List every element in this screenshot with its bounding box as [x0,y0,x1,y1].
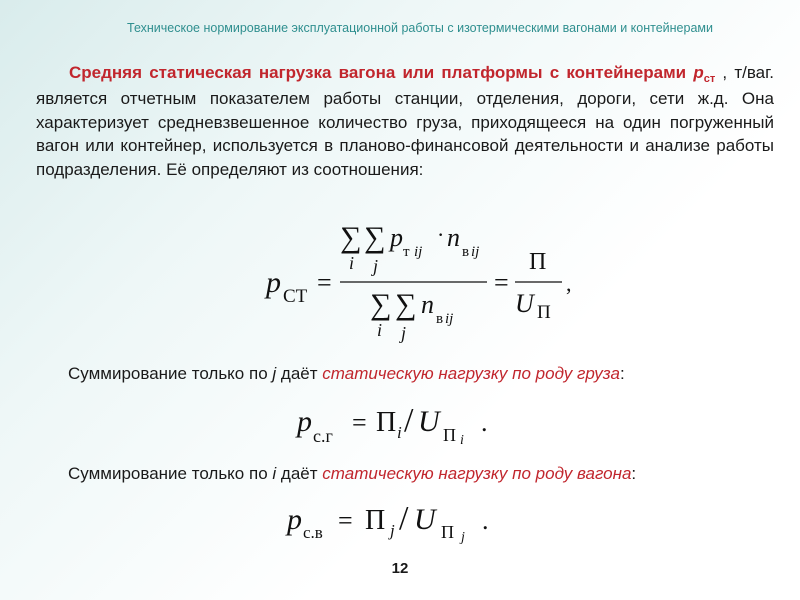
den-n: n [421,290,434,319]
num-p: p [390,223,403,252]
paragraph-body: , т/ваг. является отчетным показателем работы станции, отделения, дороги, сети ж.д. Она характеризует средневзвешенное количество груза, приходящееся на один погруженный вагон или контейнер, используется в планово-финансовой деятельности и анализе работы подразделения. Её определяют из соотношения: [36,63,774,179]
sum-j-mid: даёт [280,364,318,383]
cargo-den-sub: П [443,425,456,445]
wagon-num: П [365,505,386,536]
cargo-den: U [418,405,440,438]
num-n-idx: ij [471,244,480,260]
sum-by-j-text [68,364,625,384]
wagon-lhs: p [287,503,302,536]
cargo-num-idx: i [397,423,402,442]
sum-i-var: i [272,464,277,483]
rhs-den-sub: П [537,302,551,323]
sum-i-highlight: статическую нагрузку по роду вагона [322,464,632,483]
den-sigma-i: ∑ [370,288,392,321]
sum-j-prefix: Суммирование только по [68,364,268,383]
den-sum-i-label: i [377,320,383,340]
rhs-den-u: U [515,289,534,318]
num-n: n [447,223,460,252]
wagon-num-idx: j [390,521,395,540]
cargo-lhs-sub: с.г [313,426,333,446]
wagon-end: . [482,506,489,535]
lhs-p: p [266,266,281,299]
num-n-sub: в [462,244,470,260]
wagon-den-idx: j [461,530,465,545]
num-p-sub: т [403,244,410,260]
cargo-num: П [376,407,397,438]
lhs-sub: СТ [283,286,308,307]
wagon-lhs-sub: с.в [303,523,323,542]
paragraph-symbol-sub: ст [703,73,716,85]
rhs-comma: , [566,271,572,296]
num-sigma-j: ∑ [364,221,386,254]
cargo-eq: = [352,408,367,437]
cargo-slash: / [404,402,414,439]
sum-j-suffix: : [619,364,625,383]
num-sum-j-label: j [373,256,379,276]
sum-j-highlight: статическую нагрузку по роду груза [322,364,620,383]
den-n-idx: ij [445,311,454,327]
paragraph-bold-title: Средняя статическая нагрузка вагона или платформы с контейнерами [69,63,687,82]
den-n-sub: в [436,311,444,327]
wagon-den: U [414,503,436,536]
paragraph-symbol: p [693,63,704,82]
sum-i-suffix: : [631,464,637,483]
num-p-idx: ij [414,244,423,260]
num-sum-i-label: i [349,253,355,273]
rhs-num: П [529,249,547,275]
eq-1: = [317,268,332,297]
sum-i-prefix: Суммирование только по [68,464,268,483]
cargo-lhs: p [297,405,312,438]
sum-j-var: j [272,364,277,383]
slide-header: Техническое нормирование эксплуатационной работы с изотермическими вагонами и контейнерами [127,21,713,35]
wagon-den-sub: П [441,522,454,542]
num-sigma-i: ∑ [340,221,362,254]
wagon-eq: = [338,506,353,535]
sum-i-mid: даёт [280,464,318,483]
wagon-slash: / [399,500,409,537]
cargo-end: . [481,408,488,437]
num-dot: · [437,222,445,247]
cargo-den-idx: i [460,433,464,448]
sum-by-i-text [68,464,636,484]
den-sum-j-label: j [401,323,407,343]
den-sigma-j: ∑ [395,288,417,321]
eq-2: = [494,268,509,297]
page-number: 12 [391,560,409,577]
